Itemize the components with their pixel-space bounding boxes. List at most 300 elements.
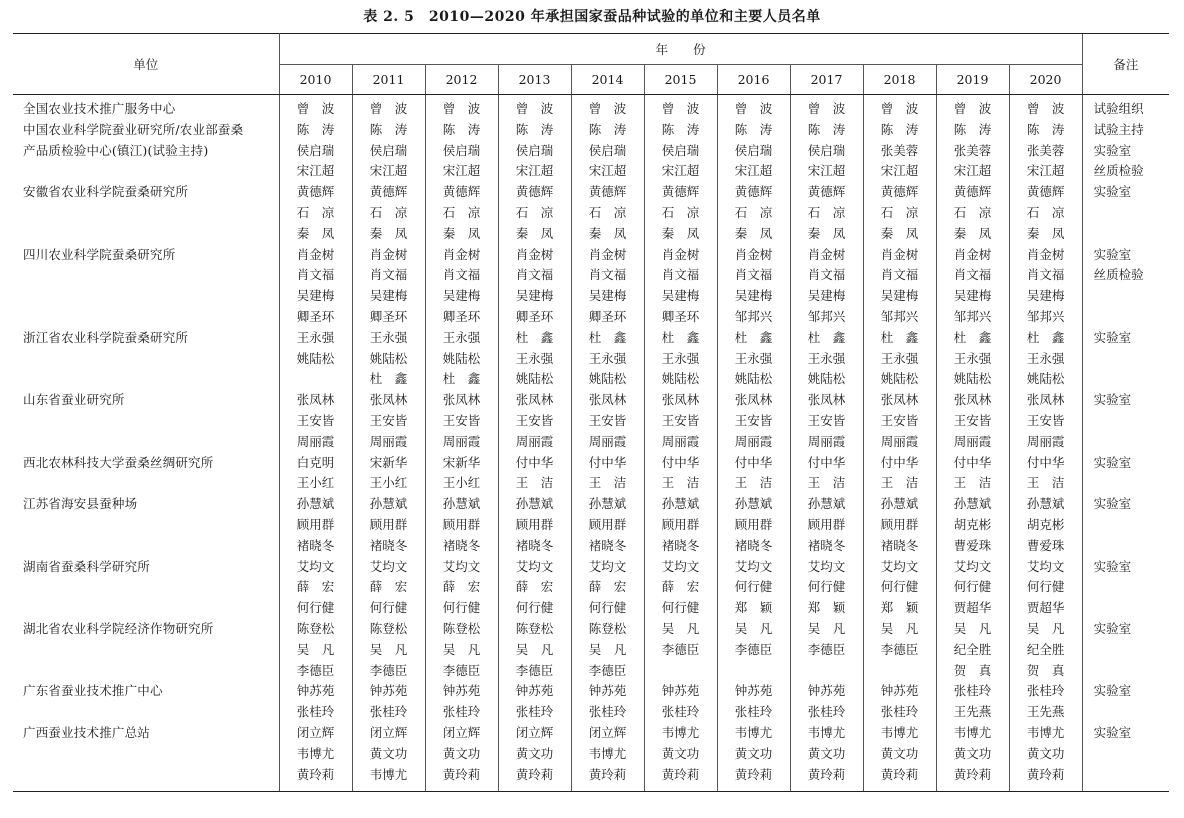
person-name: 褚晓冬	[442, 537, 481, 553]
note-cell	[1082, 494, 1169, 556]
person-name: 黄德辉	[515, 184, 554, 200]
person-name: 肖金树	[442, 246, 481, 262]
table-caption: 表 2. 5 2010—2020 年承担国家蚕品种试验的单位和主要人员名单	[363, 9, 821, 25]
year-cell-2017	[790, 681, 863, 723]
person-name: 薛 宏	[442, 579, 481, 595]
year-cell-2012	[425, 245, 498, 328]
person-name: 张凤林	[1026, 392, 1065, 408]
person-name: 李德臣	[515, 662, 554, 678]
person-name: 邹邦兴	[1026, 308, 1065, 324]
person-name: 吴 凡	[1026, 620, 1065, 636]
person-name: 张桂玲	[588, 704, 627, 720]
unit-name-line: 浙江省农业科学院蚕桑研究所	[23, 329, 189, 345]
year-cell-2019	[936, 328, 1009, 390]
year-cell-2016	[717, 182, 790, 244]
year-cell-2011	[352, 557, 425, 619]
person-name: 吴 凡	[369, 641, 408, 657]
note-line: 实验室	[1093, 683, 1132, 699]
person-name: 石 凉	[953, 204, 992, 220]
person-name: 顾用群	[369, 516, 408, 532]
table-row	[13, 723, 1169, 792]
year-cell-2018	[863, 182, 936, 244]
person-name: 褚晓冬	[369, 537, 408, 553]
unit-name-line: 湖南省蚕桑科学研究所	[23, 558, 151, 574]
year-cell-2018	[863, 245, 936, 328]
unit-cell	[13, 494, 279, 556]
person-name: 王 洁	[953, 475, 992, 491]
person-name: 王安皆	[296, 412, 335, 428]
person-name: 钟苏苑	[734, 683, 773, 699]
year-cell-2016	[717, 328, 790, 390]
year-cell-2010	[279, 328, 352, 390]
person-name: 肖文福	[807, 267, 846, 283]
year-cell-2015	[644, 390, 717, 452]
unit-name-line: 江苏省海安县蚕种场	[23, 496, 138, 512]
person-name: 宋新华	[369, 454, 408, 470]
person-name: 吴建梅	[807, 288, 846, 304]
year-cell-2013	[498, 390, 571, 452]
person-name: 孙慧斌	[734, 496, 773, 512]
person-name: 孙慧斌	[369, 496, 408, 512]
person-name: 韦博尤	[369, 766, 408, 782]
unit-cell	[13, 390, 279, 452]
note-cell	[1082, 245, 1169, 328]
person-name: 韦博尤	[296, 745, 335, 761]
person-name: 黄玲莉	[442, 766, 481, 782]
person-name: 宋江超	[880, 163, 919, 179]
person-name: 黄玲莉	[953, 766, 992, 782]
person-name: 侯启瑞	[515, 142, 554, 158]
year-header-2018: 2018	[863, 65, 936, 95]
year-cell-2014	[571, 245, 644, 328]
year-cell-2019	[936, 453, 1009, 495]
year-cell-2015	[644, 494, 717, 556]
person-name: 宋江超	[661, 163, 700, 179]
person-name: 李德臣	[442, 662, 481, 678]
year-cell-2020	[1009, 557, 1082, 619]
person-name: 姚陆松	[515, 371, 554, 387]
note-line: 实验室	[1093, 620, 1132, 636]
person-name: 黄玲莉	[515, 766, 554, 782]
table-header	[13, 34, 1169, 95]
person-name: 何行健	[588, 600, 627, 616]
person-name: 付中华	[953, 454, 992, 470]
person-name: 侯启瑞	[807, 142, 846, 158]
year-cell-2013	[498, 182, 571, 244]
person-name: 何行健	[515, 600, 554, 616]
person-name: 秦 凤	[734, 225, 773, 241]
table-row	[13, 328, 1169, 390]
unit-name-line: 广东省蚕业技术推广中心	[23, 683, 163, 699]
person-name: 侯启瑞	[588, 142, 627, 158]
person-name: 周丽霞	[661, 433, 700, 449]
person-name: 侯启瑞	[661, 142, 700, 158]
year-cell-2012	[425, 328, 498, 390]
person-name: 吴建梅	[734, 288, 773, 304]
unit-name-line: 安徽省农业科学院蚕桑研究所	[23, 184, 189, 200]
year-cell-2020	[1009, 723, 1082, 792]
person-name: 姚陆松	[734, 371, 773, 387]
table-body	[13, 95, 1169, 792]
person-name: 姚陆松	[588, 371, 627, 387]
person-name: 陈登松	[296, 620, 335, 636]
year-header-2016: 2016	[717, 65, 790, 95]
year-cell-2013	[498, 245, 571, 328]
person-name: 王先燕	[1026, 704, 1065, 720]
person-name: 黄德辉	[296, 184, 335, 200]
person-name: 付中华	[734, 454, 773, 470]
person-name: 石 凉	[369, 204, 408, 220]
person-name: 钟苏苑	[442, 683, 481, 699]
table-row	[13, 494, 1169, 556]
note-line: 实验室	[1093, 454, 1132, 470]
note-line: 实验室	[1093, 392, 1132, 408]
year-cell-2019	[936, 95, 1009, 183]
year-cell-2010	[279, 453, 352, 495]
person-name: 王安皆	[369, 412, 408, 428]
person-name: 姚陆松	[807, 371, 846, 387]
year-cell-2020	[1009, 619, 1082, 681]
person-name: 吴建梅	[1026, 288, 1065, 304]
table-row	[13, 245, 1169, 328]
person-name: 张凤林	[296, 392, 335, 408]
person-name: 钟苏苑	[296, 683, 335, 699]
unit-name-line: 全国农业技术推广服务中心	[23, 101, 176, 116]
person-name: 曾 波	[661, 101, 700, 116]
year-cell-2014	[571, 453, 644, 495]
person-name: 陈登松	[515, 620, 554, 636]
person-name: 张桂玲	[734, 704, 773, 720]
person-name: 黄玲莉	[296, 766, 335, 782]
note-cell	[1082, 557, 1169, 619]
person-name: 王永强	[807, 350, 846, 366]
person-name: 卿圣环	[588, 308, 627, 324]
person-name: 付中华	[880, 454, 919, 470]
person-name: 黄德辉	[369, 184, 408, 200]
person-name: 石 凉	[296, 204, 335, 220]
year-cell-2015	[644, 681, 717, 723]
person-name: 闭立辉	[296, 724, 335, 740]
year-cell-2012	[425, 453, 498, 495]
year-cell-2012	[425, 390, 498, 452]
person-name: 韦博尤	[880, 724, 919, 740]
person-name: 薛 宏	[515, 579, 554, 595]
unit-cell	[13, 95, 279, 183]
note-line: 试验组织	[1093, 101, 1144, 116]
note-line: 丝质检验	[1093, 163, 1144, 179]
person-name: 周丽霞	[588, 433, 627, 449]
person-name: 宋江超	[734, 163, 773, 179]
year-cell-2014	[571, 557, 644, 619]
year-cell-2010	[279, 557, 352, 619]
year-cell-2016	[717, 723, 790, 792]
year-cell-2016	[717, 245, 790, 328]
person-name: 李德臣	[588, 662, 627, 678]
person-name: 贾超华	[953, 600, 992, 616]
person-name: 石 凉	[1026, 204, 1065, 220]
person-name: 周丽霞	[1026, 433, 1065, 449]
person-name: 何行健	[734, 579, 773, 595]
year-cell-2017	[790, 494, 863, 556]
year-cell-2018	[863, 95, 936, 183]
person-name: 卿圣环	[369, 308, 408, 324]
person-name: 王安皆	[588, 412, 627, 428]
person-name: 王安皆	[1026, 412, 1065, 428]
person-name: 艾均文	[661, 558, 700, 574]
year-cell-2020	[1009, 390, 1082, 452]
person-name: 李德臣	[734, 641, 773, 657]
person-name: 石 凉	[734, 204, 773, 220]
person-name: 王安皆	[953, 412, 992, 428]
year-cell-2016	[717, 681, 790, 723]
person-name: 周丽霞	[442, 433, 481, 449]
person-name: 秦 凤	[515, 225, 554, 241]
person-name: 褚晓冬	[734, 537, 773, 553]
year-cell-2018	[863, 494, 936, 556]
person-name: 黄玲莉	[880, 766, 919, 782]
person-name: 宋江超	[296, 163, 335, 179]
year-cell-2013	[498, 681, 571, 723]
person-name: 褚晓冬	[515, 537, 554, 553]
person-name: 石 凉	[442, 204, 481, 220]
person-name: 李德臣	[296, 662, 335, 678]
person-name: 艾均文	[515, 558, 554, 574]
person-name: 王永强	[880, 350, 919, 366]
person-name: 宋新华	[442, 454, 481, 470]
person-name: 周丽霞	[369, 433, 408, 449]
year-cell-2019	[936, 681, 1009, 723]
person-name: 肖金树	[661, 246, 700, 262]
year-cell-2013	[498, 494, 571, 556]
year-header-2017: 2017	[790, 65, 863, 95]
year-group-header: 年 份	[279, 34, 1082, 65]
year-header-2011: 2011	[352, 65, 425, 95]
year-cell-2013	[498, 453, 571, 495]
year-cell-2016	[717, 390, 790, 452]
year-cell-2012	[425, 723, 498, 792]
year-cell-2015	[644, 182, 717, 244]
person-name: 杜 鑫	[734, 329, 773, 345]
person-name: 邹邦兴	[953, 308, 992, 324]
person-name: 秦 凤	[807, 225, 846, 241]
year-header-2012: 2012	[425, 65, 498, 95]
person-name: 杜 鑫	[442, 371, 481, 387]
person-name: 张凤林	[953, 392, 992, 408]
person-name: 周丽霞	[880, 433, 919, 449]
person-name: 顾用群	[807, 516, 846, 532]
person-name: 陈登松	[369, 620, 408, 636]
year-cell-2016	[717, 557, 790, 619]
person-name: 曾 波	[296, 101, 335, 116]
year-cell-2020	[1009, 245, 1082, 328]
unit-name-line: 中国农业科学院蚕业研究所/农业部蚕桑	[23, 121, 244, 137]
person-name: 杜 鑫	[807, 329, 846, 345]
person-name: 韦博尤	[807, 724, 846, 740]
person-name: 宋江超	[442, 163, 481, 179]
person-name: 杜 鑫	[661, 329, 700, 345]
person-name: 石 凉	[661, 204, 700, 220]
year-cell-2012	[425, 494, 498, 556]
unit-cell	[13, 723, 279, 792]
person-name: 艾均文	[296, 558, 335, 574]
person-name: 何行健	[880, 579, 919, 595]
person-name: 宋江超	[1026, 163, 1065, 179]
person-name: 褚晓冬	[296, 537, 335, 553]
person-name: 黄玲莉	[807, 766, 846, 782]
person-name: 秦 凤	[296, 225, 335, 241]
person-name: 肖金树	[369, 246, 408, 262]
person-name: 王永强	[369, 329, 408, 345]
unit-cell	[13, 619, 279, 681]
person-name: 李德臣	[369, 662, 408, 678]
person-name: 曾 波	[880, 101, 919, 116]
person-name: 艾均文	[880, 558, 919, 574]
person-name: 张桂玲	[515, 704, 554, 720]
note-line: 实验室	[1093, 142, 1132, 158]
person-name: 吴 凡	[588, 641, 627, 657]
person-name: 顾用群	[296, 516, 335, 532]
person-name: 卿圣环	[296, 308, 335, 324]
person-name: 钟苏苑	[661, 683, 700, 699]
person-name: 曾 波	[807, 101, 846, 116]
person-name: 王小红	[296, 475, 335, 491]
person-name: 黄文功	[369, 745, 408, 761]
person-name: 郑 颖	[734, 600, 773, 616]
person-name: 肖文福	[588, 267, 627, 283]
year-cell-2010	[279, 390, 352, 452]
year-cell-2010	[279, 182, 352, 244]
person-name: 孙慧斌	[296, 496, 335, 512]
year-cell-2015	[644, 723, 717, 792]
person-name: 薛 宏	[588, 579, 627, 595]
note-cell	[1082, 328, 1169, 390]
person-name: 陈 涛	[442, 121, 481, 137]
person-name: 张桂玲	[1026, 683, 1065, 699]
person-name: 陈 涛	[734, 121, 773, 137]
year-cell-2017	[790, 95, 863, 183]
year-cell-2012	[425, 182, 498, 244]
year-header-2013: 2013	[498, 65, 571, 95]
year-cell-2012	[425, 619, 498, 681]
person-name: 王永强	[953, 350, 992, 366]
person-name: 吴 凡	[807, 620, 846, 636]
person-name: 陈 涛	[661, 121, 700, 137]
unit-cell	[13, 182, 279, 244]
person-name: 吴建梅	[953, 288, 992, 304]
person-name: 黄文功	[953, 745, 992, 761]
person-name: 姚陆松	[369, 350, 408, 366]
person-name: 黄玲莉	[734, 766, 773, 782]
person-name: 吴 凡	[734, 620, 773, 636]
year-cell-2018	[863, 390, 936, 452]
person-name: 王永强	[1026, 350, 1065, 366]
person-name: 吴 凡	[442, 641, 481, 657]
person-name: 吴 凡	[515, 641, 554, 657]
year-cell-2011	[352, 723, 425, 792]
year-cell-2019	[936, 723, 1009, 792]
person-name: 秦 凤	[880, 225, 919, 241]
person-name: 顾用群	[880, 516, 919, 532]
person-name: 吴 凡	[953, 620, 992, 636]
person-name: 张桂玲	[296, 704, 335, 720]
person-name: 宋江超	[369, 163, 408, 179]
person-name: 黄玲莉	[588, 766, 627, 782]
person-name: 吴 凡	[661, 620, 700, 636]
person-name: 胡克彬	[953, 516, 992, 532]
year-cell-2014	[571, 681, 644, 723]
person-name: 孙慧斌	[807, 496, 846, 512]
unit-name-line: 四川农业科学院蚕桑研究所	[23, 246, 176, 262]
person-name: 王永强	[661, 350, 700, 366]
person-name: 褚晓冬	[661, 537, 700, 553]
year-cell-2015	[644, 619, 717, 681]
person-name: 王安皆	[442, 412, 481, 428]
person-name: 顾用群	[588, 516, 627, 532]
person-name: 黄文功	[807, 745, 846, 761]
person-name: 付中华	[588, 454, 627, 470]
person-name: 孙慧斌	[953, 496, 992, 512]
person-name: 李德臣	[880, 641, 919, 657]
person-name: 薛 宏	[661, 579, 700, 595]
year-cell-2017	[790, 245, 863, 328]
note-line: 实验室	[1093, 496, 1132, 512]
year-cell-2016	[717, 494, 790, 556]
person-name: 石 凉	[515, 204, 554, 220]
note-line: 实验室	[1093, 558, 1132, 574]
person-name: 姚陆松	[1026, 371, 1065, 387]
person-name: 陈登松	[588, 620, 627, 636]
year-cell-2015	[644, 95, 717, 183]
person-name: 吴建梅	[442, 288, 481, 304]
year-cell-2013	[498, 328, 571, 390]
person-name: 肖文福	[515, 267, 554, 283]
person-name: 薛 宏	[296, 579, 335, 595]
year-cell-2011	[352, 390, 425, 452]
unit-column-header: 单位	[13, 34, 279, 95]
year-cell-2011	[352, 328, 425, 390]
person-name: 孙慧斌	[588, 496, 627, 512]
person-name: 肖文福	[1026, 267, 1065, 283]
person-name: 黄文功	[880, 745, 919, 761]
person-name: 王安皆	[661, 412, 700, 428]
person-name: 黄文功	[442, 745, 481, 761]
year-cell-2017	[790, 723, 863, 792]
year-cell-2016	[717, 453, 790, 495]
person-name: 肖金树	[515, 246, 554, 262]
person-name: 卿圣环	[515, 308, 554, 324]
person-name: 李德臣	[807, 641, 846, 657]
note-line: 实验室	[1093, 724, 1132, 740]
person-name: 邹邦兴	[807, 308, 846, 324]
person-name: 闭立辉	[442, 724, 481, 740]
year-cell-2010	[279, 681, 352, 723]
person-name: 宋江超	[953, 163, 992, 179]
unit-cell	[13, 328, 279, 390]
note-line: 丝质检验	[1093, 267, 1144, 283]
note-cell	[1082, 390, 1169, 452]
person-name: 李德臣	[661, 641, 700, 657]
year-cell-2011	[352, 619, 425, 681]
year-cell-2016	[717, 619, 790, 681]
person-name: 付中华	[807, 454, 846, 470]
year-header-2015: 2015	[644, 65, 717, 95]
person-name: 贺 真	[953, 662, 992, 678]
person-name: 侯启瑞	[734, 142, 773, 158]
person-name: 肖文福	[296, 267, 335, 283]
unit-name-line: 产品质检验中心(镇江)(试验主持)	[23, 142, 209, 158]
person-name: 肖文福	[661, 267, 700, 283]
person-name: 杜 鑫	[515, 329, 554, 345]
